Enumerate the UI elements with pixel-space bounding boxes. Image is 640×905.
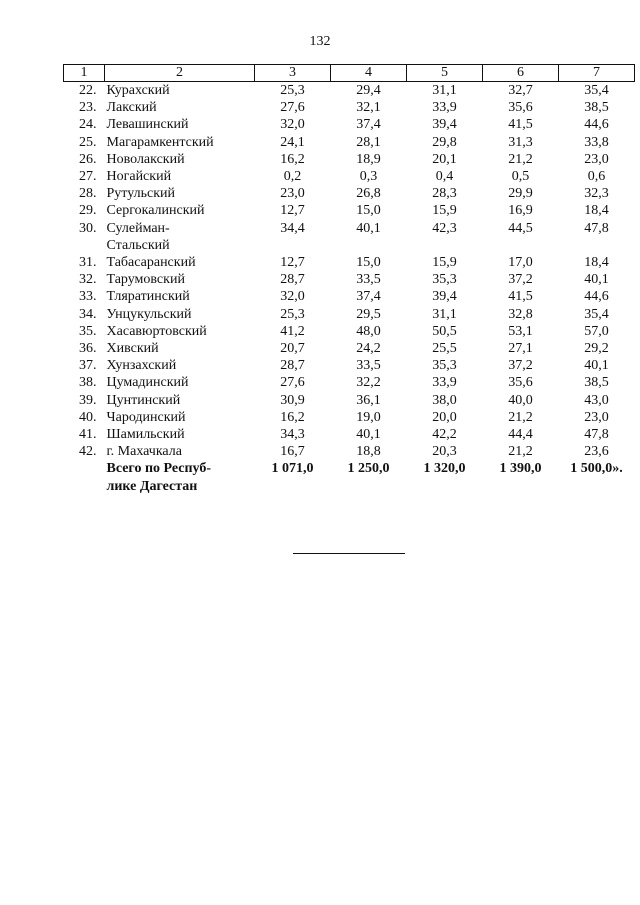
value-cell: 29,5: [356, 306, 381, 322]
district-name: Ногайский: [106, 169, 172, 185]
table-row: [64, 271, 635, 288]
value-cell: 35,3: [432, 272, 457, 288]
value-cell: 39,4: [432, 289, 457, 305]
row-number: 32.: [79, 272, 97, 288]
value-cell: 41,2: [280, 323, 305, 339]
row-number: 42.: [79, 444, 97, 460]
value-cell: 0,5: [511, 169, 530, 185]
value-cell: 18,8: [356, 444, 381, 460]
header-col-6: 6: [483, 65, 559, 82]
value-cell: 31,1: [432, 306, 457, 322]
value-cell: 18,4: [584, 203, 609, 219]
row-number: 38.: [79, 375, 97, 391]
table-row: [64, 323, 635, 340]
value-cell: 16,7: [280, 444, 305, 460]
value-cell: 17,0: [508, 255, 533, 271]
header-col-2: 2: [105, 65, 255, 82]
value-cell: 27,6: [280, 100, 305, 116]
value-cell: 27,6: [280, 375, 305, 391]
district-name: Хасавюртовский: [106, 323, 207, 339]
value-cell: 20,7: [280, 341, 305, 357]
value-cell: 33,5: [356, 358, 381, 374]
value-cell: 20,1: [432, 151, 457, 167]
value-cell: 40,0: [508, 392, 533, 408]
value-cell: 12,7: [280, 255, 305, 271]
total-value-cell: 1 250,0: [347, 461, 390, 477]
value-cell: 33,5: [356, 272, 381, 288]
total-row: [64, 460, 635, 494]
total-value-cell: 1 320,0: [423, 461, 466, 477]
row-number: 34.: [79, 306, 97, 322]
table-row: [64, 426, 635, 443]
district-name: Сулейман- Стальский: [106, 220, 170, 253]
row-number: 25.: [79, 134, 97, 150]
table-row: [64, 185, 635, 202]
total-number-cell: [64, 460, 105, 494]
header-col-3: 3: [255, 65, 331, 82]
district-name: Цумадинский: [106, 375, 189, 391]
value-cell: 32,7: [508, 83, 533, 98]
value-cell: 33,9: [432, 100, 457, 116]
value-cell: 12,7: [280, 203, 305, 219]
row-number: 40.: [79, 409, 97, 425]
value-cell: 44,4: [508, 427, 533, 443]
separator-line: [293, 553, 405, 554]
value-cell: 47,8: [584, 427, 609, 443]
header-col-5: 5: [407, 65, 483, 82]
value-cell: 38,5: [584, 100, 609, 116]
value-cell: 23,0: [280, 186, 305, 202]
value-cell: 27,1: [508, 341, 533, 357]
value-cell: 44,6: [584, 117, 609, 133]
value-cell: 23,6: [584, 444, 609, 460]
value-cell: 20,0: [432, 409, 457, 425]
value-cell: 41,5: [508, 117, 533, 133]
value-cell: 39,4: [432, 117, 457, 133]
header-col-7: 7: [559, 65, 635, 82]
row-number: 26.: [79, 151, 97, 167]
value-cell: 15,9: [432, 255, 457, 271]
value-cell: 21,2: [508, 444, 533, 460]
row-number: 30.: [79, 220, 97, 236]
table-body: [64, 82, 635, 495]
value-cell: 21,2: [508, 151, 533, 167]
table-row: [64, 151, 635, 168]
value-cell: 0,3: [359, 169, 378, 185]
value-cell: 44,5: [508, 220, 533, 236]
value-cell: 33,8: [584, 134, 609, 150]
value-cell: 36,1: [356, 392, 381, 408]
value-cell: 15,0: [356, 203, 381, 219]
table-row: [64, 392, 635, 409]
table-row: [64, 254, 635, 271]
district-name: Рутульский: [106, 186, 175, 202]
value-cell: 35,4: [584, 306, 609, 322]
table-row: [64, 340, 635, 357]
value-cell: 30,9: [280, 392, 305, 408]
value-cell: 15,0: [356, 255, 381, 271]
value-cell: 40,1: [584, 272, 609, 288]
row-number: 22.: [79, 83, 97, 98]
value-cell: 21,2: [508, 409, 533, 425]
value-cell: 0,6: [587, 169, 606, 185]
table-row: [64, 306, 635, 323]
table-row: [64, 288, 635, 305]
header-col-4: 4: [331, 65, 407, 82]
table-row: [64, 409, 635, 426]
header-col-1: 1: [64, 65, 105, 82]
row-number: 37.: [79, 358, 97, 374]
table-row: [64, 202, 635, 219]
district-name: Левашинский: [106, 117, 189, 133]
value-cell: 20,3: [432, 444, 457, 460]
value-cell: 0,2: [283, 169, 302, 185]
value-cell: 18,9: [356, 151, 381, 167]
value-cell: 18,4: [584, 255, 609, 271]
value-cell: 32,0: [280, 117, 305, 133]
district-name: Курахский: [106, 83, 170, 98]
value-cell: 19,0: [356, 409, 381, 425]
row-number: 41.: [79, 427, 97, 443]
total-label: Всего по Респуб- лике Дагестан: [106, 461, 212, 494]
value-cell: 16,2: [280, 151, 305, 167]
value-cell: 23,0: [584, 409, 609, 425]
value-cell: 26,8: [356, 186, 381, 202]
value-cell: 42,3: [432, 220, 457, 236]
row-number: 23.: [79, 100, 97, 116]
table-row: [64, 220, 635, 254]
value-cell: 28,7: [280, 358, 305, 374]
value-cell: 44,6: [584, 289, 609, 305]
district-name: г. Махачкала: [106, 444, 182, 460]
value-cell: 37,2: [508, 358, 533, 374]
district-name: Тарумовский: [106, 272, 185, 288]
district-name: Унцукульский: [106, 306, 192, 322]
value-cell: 0,4: [435, 169, 454, 185]
row-number: 31.: [79, 255, 97, 271]
data-table: [63, 64, 635, 495]
table-row: [64, 374, 635, 391]
value-cell: 35,6: [508, 375, 533, 391]
value-cell: 34,4: [280, 220, 305, 236]
row-number: 33.: [79, 289, 97, 305]
table-row: [64, 443, 635, 460]
row-number: 27.: [79, 169, 97, 185]
total-value-cell: 1 071,0: [271, 461, 314, 477]
value-cell: 37,4: [356, 117, 381, 133]
value-cell: 37,2: [508, 272, 533, 288]
total-value-cell: 1 390,0: [499, 461, 542, 477]
row-number: 35.: [79, 323, 97, 339]
value-cell: 24,1: [280, 134, 305, 150]
value-cell: 43,0: [584, 392, 609, 408]
district-name: Цунтинский: [106, 392, 181, 408]
table-row: [64, 82, 635, 100]
row-number: 29.: [79, 203, 97, 219]
row-number: 24.: [79, 117, 97, 133]
value-cell: 25,5: [432, 341, 457, 357]
row-number: 39.: [79, 392, 97, 408]
table-row: [64, 116, 635, 133]
table-row: [64, 357, 635, 374]
district-name: Хунзахский: [106, 358, 177, 374]
value-cell: 33,9: [432, 375, 457, 391]
value-cell: 29,8: [432, 134, 457, 150]
value-cell: 57,0: [584, 323, 609, 339]
value-cell: 28,1: [356, 134, 381, 150]
value-cell: 29,2: [584, 341, 609, 357]
value-cell: 31,3: [508, 134, 533, 150]
value-cell: 24,2: [356, 341, 381, 357]
table-row: [64, 99, 635, 116]
value-cell: 35,6: [508, 100, 533, 116]
district-name: Новолакский: [106, 151, 185, 167]
value-cell: 15,9: [432, 203, 457, 219]
value-cell: 29,9: [508, 186, 533, 202]
value-cell: 28,7: [280, 272, 305, 288]
row-number: 28.: [79, 186, 97, 202]
value-cell: 32,3: [584, 186, 609, 202]
value-cell: 40,1: [356, 427, 381, 443]
value-cell: 23,0: [584, 151, 609, 167]
value-cell: 25,3: [280, 83, 305, 98]
value-cell: 16,2: [280, 409, 305, 425]
district-name: Табасаранский: [106, 255, 196, 271]
table-header: [64, 65, 635, 82]
value-cell: 35,3: [432, 358, 457, 374]
district-name: Сергокалинский: [106, 203, 205, 219]
value-cell: 35,4: [584, 83, 609, 98]
header-row: [64, 65, 635, 82]
value-cell: 47,8: [584, 220, 609, 236]
value-cell: 53,1: [508, 323, 533, 339]
value-cell: 31,1: [432, 83, 457, 98]
value-cell: 16,9: [508, 203, 533, 219]
table-row: [64, 134, 635, 151]
value-cell: 28,3: [432, 186, 457, 202]
value-cell: 29,4: [356, 83, 381, 98]
district-name: Тляратинский: [106, 289, 190, 305]
page-number: 132: [309, 34, 331, 49]
value-cell: 38,5: [584, 375, 609, 391]
value-cell: 42,2: [432, 427, 457, 443]
district-name: Шамильский: [106, 427, 185, 443]
district-name: Чародинский: [106, 409, 186, 425]
value-cell: 38,0: [432, 392, 457, 408]
total-value-cell: 1 500,0».: [570, 461, 623, 477]
value-cell: 32,1: [356, 100, 381, 116]
district-name: Хивский: [106, 341, 159, 357]
value-cell: 32,2: [356, 375, 381, 391]
value-cell: 50,5: [432, 323, 457, 339]
district-name: Магарамкентский: [106, 134, 214, 150]
value-cell: 32,8: [508, 306, 533, 322]
value-cell: 25,3: [280, 306, 305, 322]
value-cell: 40,1: [584, 358, 609, 374]
value-cell: 41,5: [508, 289, 533, 305]
value-cell: 32,0: [280, 289, 305, 305]
row-number: 36.: [79, 341, 97, 357]
district-name: Лакский: [106, 100, 157, 116]
value-cell: 48,0: [356, 323, 381, 339]
value-cell: 37,4: [356, 289, 381, 305]
table-row: [64, 168, 635, 185]
value-cell: 40,1: [356, 220, 381, 236]
value-cell: 34,3: [280, 427, 305, 443]
